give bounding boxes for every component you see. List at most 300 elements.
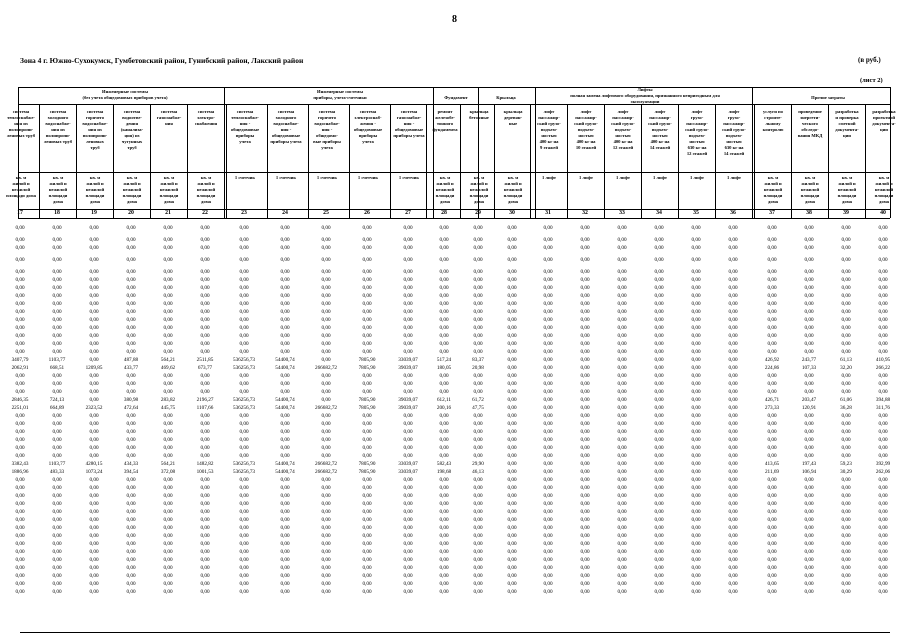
table-cell: 0,00 xyxy=(15,501,25,507)
table-cell: 0,00 xyxy=(239,589,249,595)
table-cell: 0,00 xyxy=(126,493,136,499)
table-cell: 0,00 xyxy=(580,373,590,379)
table-cell: 0,00 xyxy=(126,437,136,443)
table-cell: 2196,27 xyxy=(196,397,214,403)
table-cell: 0,00 xyxy=(543,245,553,251)
column-divider xyxy=(113,104,114,218)
table-cell: 0,00 xyxy=(580,565,590,571)
table-cell: 0,00 xyxy=(804,269,814,275)
column-divider xyxy=(530,104,531,218)
table-cell: 0,00 xyxy=(728,421,738,427)
table-cell: 0,00 xyxy=(126,485,136,491)
column-unit: 1 лифт xyxy=(578,175,594,180)
table-cell: 0,00 xyxy=(617,517,627,523)
table-cell: 0,00 xyxy=(52,509,62,515)
table-cell: 0,00 xyxy=(126,325,136,331)
table-cell: 0,00 xyxy=(507,437,517,443)
column-divider xyxy=(460,104,461,218)
column-unit: кв. м жилой и нежилой площади дома xyxy=(196,175,216,204)
table-cell: 0,00 xyxy=(239,317,249,323)
table-cell: 0,00 xyxy=(280,333,290,339)
table-cell: 0,00 xyxy=(804,477,814,483)
table-cell: 0,00 xyxy=(507,573,517,579)
table-row xyxy=(0,340,905,348)
table-cell: 0,00 xyxy=(728,245,738,251)
table-cell: 2511,85 xyxy=(196,357,214,363)
table-cell: 0,00 xyxy=(804,549,814,555)
table-cell: 0,00 xyxy=(403,301,413,307)
table-cell: 0,00 xyxy=(15,301,25,307)
table-cell: 0,00 xyxy=(362,421,372,427)
table-row xyxy=(0,324,905,332)
table-cell: 0,00 xyxy=(728,589,738,595)
table-cell: 0,00 xyxy=(841,509,851,515)
table-cell: 0,00 xyxy=(691,453,701,459)
table-cell: 0,00 xyxy=(543,397,553,403)
table-cell: 0,00 xyxy=(473,581,483,587)
table-cell: 0,00 xyxy=(878,453,888,459)
table-cell: 582,43 xyxy=(436,461,452,467)
table-cell: 0,00 xyxy=(200,245,210,251)
table-cell: 0,00 xyxy=(473,565,483,571)
table-cell: 0,00 xyxy=(507,373,517,379)
table-cell: 0,00 xyxy=(89,517,99,523)
table-cell: 0,00 xyxy=(841,421,851,427)
column-header: система горячего водоснабже- ния - общедомо- вые приборы учета xyxy=(313,109,341,150)
table-cell: 0,00 xyxy=(767,237,777,243)
table-cell: 0,00 xyxy=(507,413,517,419)
table-cell: 0,00 xyxy=(543,381,553,387)
table-cell: 0,00 xyxy=(439,581,449,587)
table-cell: 0,00 xyxy=(767,517,777,523)
table-cell: 0,00 xyxy=(841,257,851,263)
table-cell: 0,00 xyxy=(804,485,814,491)
table-cell: 0,00 xyxy=(691,541,701,547)
table-cell: 0,00 xyxy=(473,325,483,331)
table-cell: 0,00 xyxy=(580,461,590,467)
table-cell: 0,00 xyxy=(89,573,99,579)
table-cell: 33039,07 xyxy=(398,357,418,363)
table-cell: 0,00 xyxy=(804,373,814,379)
table-cell: 0,00 xyxy=(728,405,738,411)
table-cell: 0,00 xyxy=(15,573,25,579)
table-cell: 0,00 xyxy=(362,225,372,231)
column-divider xyxy=(494,104,495,218)
table-cell: 0,00 xyxy=(767,557,777,563)
table-cell: 0,00 xyxy=(403,277,413,283)
column-header: крыльца деревян- ные xyxy=(503,109,523,126)
column-unit: 1 счетчик xyxy=(398,175,420,180)
table-cell: 0,00 xyxy=(878,413,888,419)
table-cell: 0,00 xyxy=(878,573,888,579)
table-cell: 392,99 xyxy=(875,461,891,467)
table-cell: 0,00 xyxy=(654,429,664,435)
table-cell: 0,00 xyxy=(507,341,517,347)
table-cell: 0,00 xyxy=(280,325,290,331)
column-header: проведение энергети- ческого обследо- вания МКД xyxy=(797,109,823,138)
table-cell: 0,00 xyxy=(878,437,888,443)
table-cell: 0,00 xyxy=(239,493,249,499)
table-cell: 1107,66 xyxy=(196,405,214,411)
column-divider xyxy=(426,104,427,218)
table-cell: 0,00 xyxy=(200,237,210,243)
table-row xyxy=(0,476,905,484)
table-cell: 39039,07 xyxy=(398,397,418,403)
table-cell: 0,00 xyxy=(841,525,851,531)
column-number: 32 xyxy=(582,210,588,216)
table-row xyxy=(0,364,905,372)
table-cell: 0,00 xyxy=(473,317,483,323)
table-cell: 0,00 xyxy=(321,397,331,403)
table-cell: 0,00 xyxy=(767,245,777,251)
table-cell: 0,00 xyxy=(804,421,814,427)
table-cell: 0,00 xyxy=(403,225,413,231)
table-cell: 0,00 xyxy=(654,397,664,403)
column-number: 38 xyxy=(806,210,812,216)
table-cell: 0,00 xyxy=(439,541,449,547)
table-cell: 0,00 xyxy=(439,333,449,339)
table-cell: 0,00 xyxy=(280,581,290,587)
table-cell: 0,00 xyxy=(321,445,331,451)
table-cell: 0,00 xyxy=(126,541,136,547)
table-cell: 0,00 xyxy=(439,525,449,531)
table-cell: 0,00 xyxy=(841,453,851,459)
table-cell: 0,00 xyxy=(878,557,888,563)
table-cell: 0,00 xyxy=(89,269,99,275)
table-cell: 0,00 xyxy=(52,373,62,379)
column-header: лифт пассажир- ский грузо- подъем- ностью 400 кг на 14 этажей xyxy=(648,109,672,150)
table-cell: 0,00 xyxy=(89,533,99,539)
table-cell: 0,00 xyxy=(841,549,851,555)
table-cell: 0,00 xyxy=(362,341,372,347)
table-cell: 0,00 xyxy=(728,357,738,363)
table-cell: 0,00 xyxy=(507,549,517,555)
table-cell: 0,00 xyxy=(200,501,210,507)
table-cell: 0,00 xyxy=(473,445,483,451)
table-cell: 0,00 xyxy=(52,301,62,307)
table-cell: 0,00 xyxy=(841,301,851,307)
table-cell: 0,00 xyxy=(617,405,627,411)
table-cell: 0,00 xyxy=(321,317,331,323)
table-cell: 0,00 xyxy=(126,341,136,347)
table-cell: 2062,91 xyxy=(11,365,29,371)
table-cell: 1103,77 xyxy=(48,357,66,363)
table-cell: 0,00 xyxy=(321,269,331,275)
table-cell: 0,00 xyxy=(403,333,413,339)
table-cell: 0,00 xyxy=(473,557,483,563)
table-cell: 426,71 xyxy=(764,397,780,403)
table-cell: 0,00 xyxy=(52,225,62,231)
table-cell: 0,00 xyxy=(15,509,25,515)
table-row xyxy=(0,484,905,492)
table-cell: 0,00 xyxy=(543,589,553,595)
table-cell: 0,00 xyxy=(543,257,553,263)
table-cell: 0,00 xyxy=(52,237,62,243)
table-cell: 0,00 xyxy=(580,573,590,579)
table-cell: 1001,53 xyxy=(196,469,214,475)
table-cell: 0,00 xyxy=(321,293,331,299)
column-header: система теплоснабже- ния - общедомовые приборы учета xyxy=(230,109,260,144)
table-cell: 0,00 xyxy=(804,333,814,339)
table-cell: 612,11 xyxy=(436,397,452,403)
table-cell: 0,00 xyxy=(239,293,249,299)
table-cell: 413,65 xyxy=(764,461,780,467)
table-cell: 0,00 xyxy=(507,533,517,539)
table-cell: 0,00 xyxy=(403,445,413,451)
table-cell: 0,00 xyxy=(126,445,136,451)
table-cell: 0,00 xyxy=(767,581,777,587)
table-cell: 0,00 xyxy=(654,581,664,587)
table-cell: 0,00 xyxy=(89,309,99,315)
table-cell: 0,00 xyxy=(89,429,99,435)
table-cell: 0,00 xyxy=(691,557,701,563)
table-cell: 487,88 xyxy=(123,357,139,363)
table-cell: 0,00 xyxy=(507,225,517,231)
table-cell: 0,00 xyxy=(804,225,814,231)
table-cell: 0,00 xyxy=(321,245,331,251)
table-cell: 0,00 xyxy=(321,573,331,579)
table-row xyxy=(0,556,905,564)
table-cell: 0,00 xyxy=(403,453,413,459)
table-cell: 61,72 xyxy=(472,397,484,403)
table-cell: 0,00 xyxy=(280,293,290,299)
table-cell: 0,00 xyxy=(543,517,553,523)
zone-title: Зона 4 г. Южно-Сухокумск, Гумбетовский район, Гунибский район, Лакский район xyxy=(20,56,304,65)
table-cell: 0,00 xyxy=(321,533,331,539)
table-cell: 0,00 xyxy=(52,581,62,587)
table-cell: 0,00 xyxy=(841,589,851,595)
table-cell: 0,00 xyxy=(362,589,372,595)
table-cell: 0,00 xyxy=(200,517,210,523)
table-cell: 0,00 xyxy=(878,317,888,323)
table-cell: 0,00 xyxy=(654,485,664,491)
table-row xyxy=(0,404,905,412)
table-cell: 0,00 xyxy=(239,225,249,231)
table-cell: 0,00 xyxy=(362,501,372,507)
table-cell: 0,00 xyxy=(362,541,372,547)
table-cell: 0,00 xyxy=(691,421,701,427)
table-cell: 0,00 xyxy=(321,285,331,291)
table-cell: 0,00 xyxy=(767,493,777,499)
table-cell: 0,00 xyxy=(89,373,99,379)
table-cell: 0,00 xyxy=(362,485,372,491)
table-cell: 0,00 xyxy=(617,333,627,339)
table-cell: 0,00 xyxy=(52,309,62,315)
table-cell: 0,00 xyxy=(280,445,290,451)
table-cell: 0,00 xyxy=(878,485,888,491)
table-cell: 0,00 xyxy=(543,541,553,547)
table-cell: 0,00 xyxy=(362,245,372,251)
table-cell: 0,00 xyxy=(804,245,814,251)
table-cell: 0,00 xyxy=(767,225,777,231)
table-row xyxy=(0,428,905,436)
table-cell: 0,00 xyxy=(163,325,173,331)
table-row xyxy=(0,236,905,244)
table-cell: 0,00 xyxy=(362,373,372,379)
table-cell: 0,00 xyxy=(126,349,136,355)
table-cell: 0,00 xyxy=(403,437,413,443)
table-cell: 0,00 xyxy=(841,557,851,563)
column-unit: кв. м жилой и нежилой площади дома xyxy=(85,175,105,204)
table-cell: 0,00 xyxy=(691,525,701,531)
table-cell: 0,00 xyxy=(507,565,517,571)
table-row xyxy=(0,316,905,324)
table-cell: 0,00 xyxy=(126,517,136,523)
table-cell: 107,33 xyxy=(801,365,817,371)
table-cell: 0,00 xyxy=(280,225,290,231)
table-cell: 0,00 xyxy=(439,509,449,515)
table-cell: 0,00 xyxy=(804,589,814,595)
table-cell: 0,00 xyxy=(580,381,590,387)
table-cell: 0,00 xyxy=(878,269,888,275)
table-cell: 394,54 xyxy=(123,469,139,475)
table-cell: 0,00 xyxy=(878,533,888,539)
table-row xyxy=(0,396,905,404)
table-cell: 0,00 xyxy=(507,389,517,395)
table-cell: 0,00 xyxy=(362,309,372,315)
table-cell: 0,00 xyxy=(728,301,738,307)
table-cell: 0,00 xyxy=(841,317,851,323)
table-cell: 266682,72 xyxy=(314,469,338,475)
table-cell: 0,00 xyxy=(15,541,25,547)
table-cell: 0,00 xyxy=(321,501,331,507)
table-cell: 0,00 xyxy=(126,245,136,251)
group-foundation: Фундамент xyxy=(444,95,468,100)
table-cell: 0,00 xyxy=(200,381,210,387)
table-cell: 0,00 xyxy=(543,525,553,531)
table-cell: 0,00 xyxy=(767,309,777,315)
table-cell: 0,00 xyxy=(580,549,590,555)
table-cell: 0,00 xyxy=(804,573,814,579)
table-cell: 0,00 xyxy=(439,225,449,231)
table-cell: 0,00 xyxy=(841,333,851,339)
table-cell: 54400,74 xyxy=(275,461,295,467)
column-header: система холодного водоснабже- ния - общедомовые приборы учета xyxy=(270,109,302,144)
table-cell: 0,00 xyxy=(580,517,590,523)
table-cell: 0,00 xyxy=(473,269,483,275)
table-cell: 0,00 xyxy=(841,349,851,355)
table-cell: 0,00 xyxy=(362,349,372,355)
table-cell: 0,00 xyxy=(163,509,173,515)
table-cell: 536256,73 xyxy=(232,461,256,467)
column-unit: 1 лифт xyxy=(689,175,705,180)
table-cell: 0,00 xyxy=(126,225,136,231)
table-cell: 0,00 xyxy=(841,293,851,299)
table-cell: 0,00 xyxy=(691,269,701,275)
column-number: 29 xyxy=(475,210,481,216)
table-cell: 0,00 xyxy=(239,485,249,491)
table-cell: 0,00 xyxy=(280,501,290,507)
table-cell: 0,00 xyxy=(580,309,590,315)
table-cell: 0,00 xyxy=(767,341,777,347)
table-cell: 0,00 xyxy=(580,397,590,403)
table-cell: 0,00 xyxy=(239,517,249,523)
table-cell: 0,00 xyxy=(89,549,99,555)
table-cell: 0,00 xyxy=(473,333,483,339)
column-unit: кв. м жилой и нежилой площади дома xyxy=(6,175,36,198)
table-cell: 0,00 xyxy=(507,349,517,355)
table-cell: 0,00 xyxy=(473,421,483,427)
table-cell: 0,00 xyxy=(580,333,590,339)
table-cell: 0,00 xyxy=(89,477,99,483)
table-cell: 0,00 xyxy=(321,589,331,595)
table-cell: 0,00 xyxy=(691,565,701,571)
table-cell: 0,00 xyxy=(767,453,777,459)
table-cell: 0,00 xyxy=(804,389,814,395)
table-cell: 0,00 xyxy=(321,237,331,243)
table-cell: 0,00 xyxy=(767,589,777,595)
table-cell: 0,00 xyxy=(543,565,553,571)
table-cell: 0,00 xyxy=(439,549,449,555)
table-cell: 0,00 xyxy=(163,517,173,523)
table-cell: 0,00 xyxy=(841,581,851,587)
table-cell: 0,00 xyxy=(543,501,553,507)
table-cell: 0,00 xyxy=(163,381,173,387)
column-header: разработка и проверка сметной документа- ции xyxy=(835,109,859,138)
column-number: 19 xyxy=(91,210,97,216)
table-cell: 0,00 xyxy=(439,493,449,499)
table-cell: 0,00 xyxy=(280,277,290,283)
table-cell: 0,00 xyxy=(654,349,664,355)
table-cell: 0,00 xyxy=(163,493,173,499)
table-cell: 0,00 xyxy=(841,325,851,331)
column-divider xyxy=(390,104,391,218)
table-cell: 0,00 xyxy=(362,429,372,435)
table-cell: 0,00 xyxy=(728,565,738,571)
column-number: 31 xyxy=(545,210,551,216)
table-cell: 0,00 xyxy=(543,301,553,307)
table-cell: 0,00 xyxy=(126,557,136,563)
table-cell: 0,00 xyxy=(362,317,372,323)
table-cell: 0,00 xyxy=(804,285,814,291)
sheet-label: (лист 2) xyxy=(860,77,883,84)
table-cell: 0,00 xyxy=(654,285,664,291)
table-cell: 564,21 xyxy=(160,461,176,467)
table-row xyxy=(0,468,905,476)
table-cell: 0,00 xyxy=(89,325,99,331)
table-cell: 0,00 xyxy=(617,581,627,587)
table-cell: 536256,73 xyxy=(232,397,256,403)
table-cell: 0,00 xyxy=(321,453,331,459)
table-cell: 0,00 xyxy=(841,429,851,435)
column-unit: 1 лифт xyxy=(726,175,742,180)
table-cell: 0,00 xyxy=(691,397,701,403)
table-cell: 0,00 xyxy=(767,429,777,435)
table-cell: 0,00 xyxy=(473,257,483,263)
table-cell: 0,00 xyxy=(507,557,517,563)
table-cell: 0,00 xyxy=(403,317,413,323)
column-number: 24 xyxy=(282,210,288,216)
table-cell: 0,00 xyxy=(617,557,627,563)
column-header: лифт пассажир- ский грузо- подъем- ностью 400 кг на 10 этажей xyxy=(574,109,598,150)
table-cell: 0,00 xyxy=(15,413,25,419)
table-cell: 0,00 xyxy=(878,381,888,387)
table-cell: 0,00 xyxy=(580,541,590,547)
table-cell: 0,00 xyxy=(691,365,701,371)
table-cell: 0,00 xyxy=(200,549,210,555)
table-cell: 0,00 xyxy=(507,301,517,307)
table-cell: 0,00 xyxy=(580,389,590,395)
table-cell: 0,00 xyxy=(280,317,290,323)
table-cell: 0,00 xyxy=(239,341,249,347)
table-cell: 0,00 xyxy=(163,285,173,291)
table-cell: 0,00 xyxy=(403,285,413,291)
table-cell: 59,23 xyxy=(840,461,852,467)
table-cell: 0,00 xyxy=(439,437,449,443)
table-cell: 0,00 xyxy=(507,517,517,523)
table-cell: 0,00 xyxy=(691,469,701,475)
table-cell: 0,00 xyxy=(280,301,290,307)
